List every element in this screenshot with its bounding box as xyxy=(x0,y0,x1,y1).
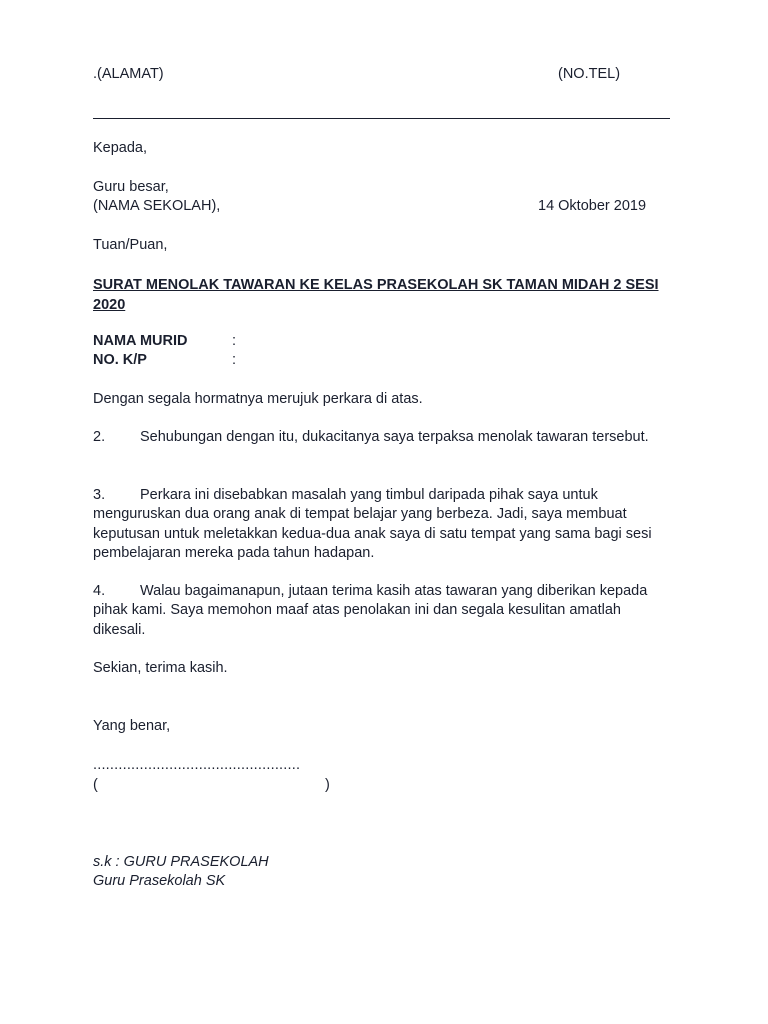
student-name-label: NAMA MURID xyxy=(93,333,188,349)
sincerely-line: Yang benar, xyxy=(93,718,171,734)
recipient-school: (NAMA SEKOLAH), xyxy=(93,198,221,214)
cc-line-2: Guru Prasekolah SK xyxy=(93,873,226,889)
student-name-colon: : xyxy=(232,333,237,349)
paragraph-4-number: 4. xyxy=(93,583,106,599)
paragraph-4 xyxy=(93,582,663,640)
address-placeholder: .(ALAMAT) xyxy=(93,66,164,82)
recipient-title: Guru besar, xyxy=(93,179,169,195)
paragraph-3-number: 3. xyxy=(93,487,106,503)
signature-line: ................................................. xyxy=(93,757,301,773)
phone-placeholder: (NO.TEL) xyxy=(558,66,621,82)
letter-subject: SURAT MENOLAK TAWARAN KE KELAS PRASEKOLAH SK TAMAN MIDAH 2 SESI 2020 xyxy=(93,277,659,313)
letter-date: 14 Oktober 2019 xyxy=(538,198,647,214)
salutation: Tuan/Puan, xyxy=(93,237,168,253)
paragraph-3 xyxy=(93,486,663,563)
paragraph-4-text: Walau bagaimanapun, jutaan terima kasih atas tawaran yang diberikan kepada pihak kami. Saya memohon maaf atas penolakan ini dan segala kesulitan amatlah dikesali. xyxy=(93,583,648,638)
intro-paragraph: Dengan segala hormatnya merujuk perkara di atas. xyxy=(93,391,423,407)
signature-close-paren: ) xyxy=(325,777,330,793)
student-ic-label: NO. K/P xyxy=(93,352,147,368)
closing-line: Sekian, terima kasih. xyxy=(93,660,228,676)
signature-open-paren: ( xyxy=(93,777,98,793)
header-divider xyxy=(93,118,670,119)
paragraph-2 xyxy=(93,428,663,447)
student-ic-colon: : xyxy=(232,352,237,368)
recipient-to: Kepada, xyxy=(93,140,148,156)
paragraph-2-text: Sehubungan dengan itu, dukacitanya saya terpaksa menolak tawaran tersebut. xyxy=(140,429,649,445)
paragraph-2-number: 2. xyxy=(93,429,106,445)
cc-line-1: s.k : GURU PRASEKOLAH xyxy=(93,854,269,870)
paragraph-3-text: Perkara ini disebabkan masalah yang timbul daripada pihak saya untuk menguruskan dua orang anak di tempat belajar yang berbeza. Jadi, saya membuat keputusan untuk meletakkan kedua-dua anak saya di satu tempat yang sama bagi sesi pembelajaran mereka pada tahun hadapan. xyxy=(93,487,652,561)
